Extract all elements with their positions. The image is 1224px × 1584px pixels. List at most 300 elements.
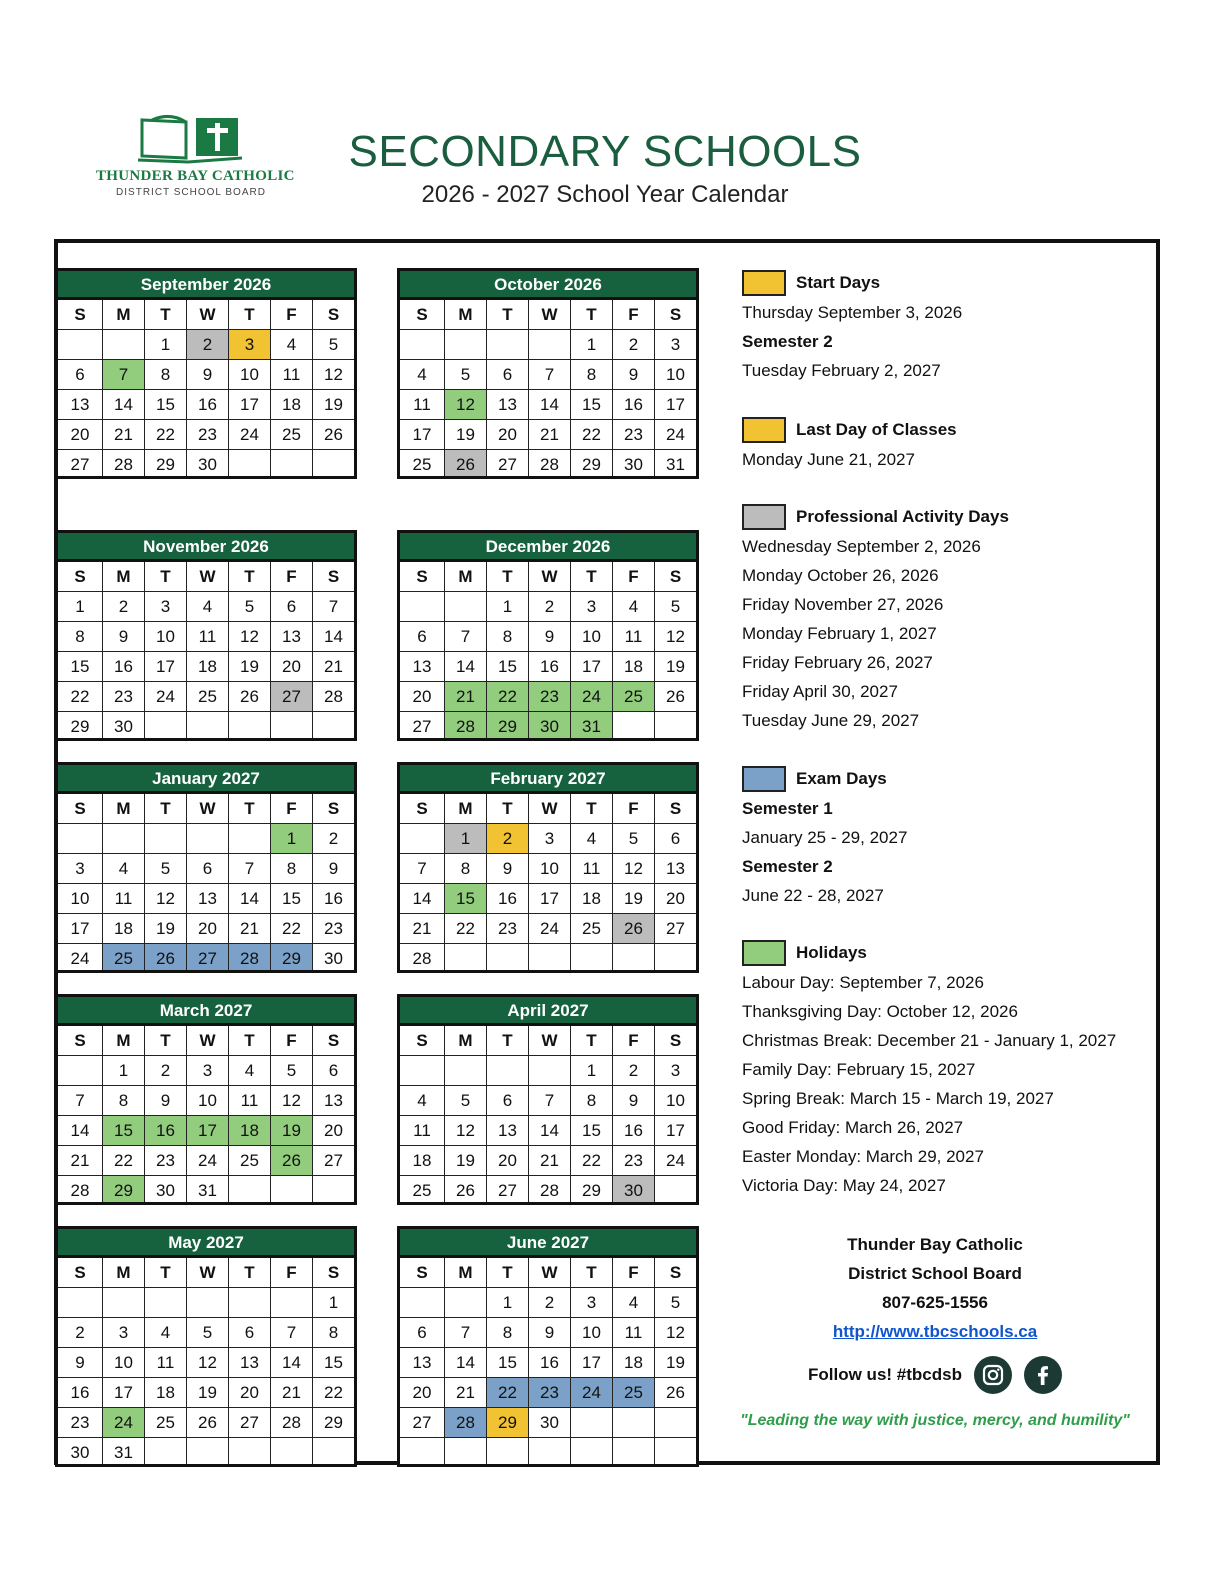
- week-row: [400, 359, 696, 389]
- week-row: [400, 681, 696, 711]
- empty-day-cell: [444, 1288, 486, 1317]
- day-cell: 29: [70, 717, 90, 736]
- day-cell: 13: [412, 1353, 432, 1372]
- empty-day-cell: [486, 1438, 528, 1464]
- day-cell: 24: [570, 1378, 612, 1407]
- day-cell: 16: [102, 652, 144, 681]
- week-row: [58, 711, 354, 738]
- day-cell: 13: [486, 1116, 528, 1145]
- day-cell: 26: [186, 1408, 228, 1437]
- weekday-label: S: [74, 799, 86, 818]
- day-cell: 18: [228, 1116, 270, 1145]
- day-cell: 5: [228, 592, 270, 621]
- day-cell: 7: [312, 592, 354, 621]
- day-cell: 6: [186, 854, 228, 883]
- day-cell: 9: [612, 1086, 654, 1115]
- empty-day-cell: [654, 1176, 696, 1202]
- board-name-line-1: Thunder Bay Catholic: [847, 1235, 1023, 1254]
- day-cell: 30: [312, 944, 354, 970]
- day-cell: 7: [102, 360, 144, 389]
- legend-line: Thursday September 3, 2026: [742, 303, 963, 322]
- day-cell: 29: [570, 1176, 612, 1202]
- week-row: [400, 711, 696, 738]
- week-row: [58, 1175, 354, 1202]
- week-row: [58, 943, 354, 970]
- empty-day-cell: [58, 1056, 102, 1085]
- week-row: [400, 1085, 696, 1115]
- day-cell: 5: [654, 1288, 696, 1317]
- day-cell: 29: [486, 1408, 528, 1437]
- weekday-label: S: [654, 562, 696, 591]
- day-cell: 28: [270, 1408, 312, 1437]
- day-cell: 15: [444, 884, 486, 913]
- day-cell: 3: [228, 330, 270, 359]
- weekday-label: M: [444, 300, 486, 329]
- week-row: [58, 389, 354, 419]
- day-cell: 4: [417, 1091, 427, 1110]
- week-row: [58, 1347, 354, 1377]
- day-cell: 10: [70, 889, 90, 908]
- month-calendar: [397, 1226, 699, 1467]
- day-cell: 4: [612, 1288, 654, 1317]
- day-cell: 15: [486, 1348, 528, 1377]
- day-cell: 4: [102, 854, 144, 883]
- day-cell: 15: [570, 390, 612, 419]
- weekday-label: T: [144, 794, 186, 823]
- month-title: October 2026: [400, 271, 696, 300]
- day-cell: 27: [486, 450, 528, 476]
- day-cell: 26: [444, 1176, 486, 1202]
- weekday-label: M: [444, 562, 486, 591]
- day-cell: 14: [412, 889, 432, 908]
- weekday-label: M: [102, 1258, 144, 1287]
- day-cell: 15: [144, 390, 186, 419]
- day-cell: 20: [412, 1383, 432, 1402]
- day-cell: 4: [228, 1056, 270, 1085]
- day-cell: 16: [528, 1348, 570, 1377]
- day-cell: 10: [102, 1348, 144, 1377]
- month-calendar: [397, 994, 699, 1205]
- day-cell: 14: [270, 1348, 312, 1377]
- weekday-label: T: [144, 562, 186, 591]
- day-cell: 30: [612, 450, 654, 476]
- empty-day-cell: [654, 1438, 696, 1464]
- day-cell: 7: [75, 1091, 85, 1110]
- day-cell: 11: [270, 360, 312, 389]
- day-cell: 23: [612, 420, 654, 449]
- day-cell: 11: [413, 1121, 431, 1140]
- day-cell: 14: [444, 652, 486, 681]
- day-cell: 12: [228, 622, 270, 651]
- day-cell: 24: [186, 1146, 228, 1175]
- week-row: [400, 943, 696, 970]
- legend-label: Holidays: [796, 943, 867, 962]
- day-cell: 31: [570, 712, 612, 738]
- day-cell: 16: [612, 390, 654, 419]
- weekday-label: W: [528, 1026, 570, 1055]
- empty-day-cell: [400, 824, 444, 853]
- day-cell: 19: [270, 1116, 312, 1145]
- empty-day-cell: [186, 824, 228, 853]
- weekday-label: T: [144, 1258, 186, 1287]
- day-cell: 22: [144, 420, 186, 449]
- legend-exam-days: [742, 764, 1162, 910]
- website-link[interactable]: http://www.tbcschools.ca: [832, 1322, 1038, 1341]
- day-cell: 16: [70, 1383, 90, 1402]
- month-title: December 2026: [400, 533, 696, 562]
- day-cell: 12: [654, 1318, 696, 1347]
- weekday-label: S: [654, 1258, 696, 1287]
- day-cell: 12: [270, 1086, 312, 1115]
- day-cell: 24: [528, 914, 570, 943]
- weekday-label: T: [228, 300, 270, 329]
- weekday-label: M: [444, 794, 486, 823]
- legend-label: Professional Activity Days: [796, 507, 1009, 526]
- day-cell: 10: [186, 1086, 228, 1115]
- legend-line: Friday November 27, 2026: [742, 595, 944, 614]
- legend-label: Last Day of Classes: [796, 420, 957, 439]
- day-cell: 6: [654, 824, 696, 853]
- legend-line: Wednesday September 2, 2026: [742, 537, 981, 556]
- day-cell: 26: [612, 914, 654, 943]
- empty-day-cell: [400, 1288, 444, 1317]
- legend-line: Friday April 30, 2027: [742, 682, 898, 701]
- empty-day-cell: [270, 1176, 312, 1202]
- day-cell: 2: [102, 592, 144, 621]
- weekday-header-row: [58, 562, 354, 591]
- day-cell: 8: [102, 1086, 144, 1115]
- week-row: [58, 1407, 354, 1437]
- day-cell: 19: [654, 1348, 696, 1377]
- week-row: [400, 651, 696, 681]
- day-cell: 9: [528, 622, 570, 651]
- week-row: [400, 823, 696, 853]
- empty-day-cell: [486, 1056, 528, 1085]
- day-cell: 9: [312, 854, 354, 883]
- day-cell: 13: [228, 1348, 270, 1377]
- day-cell: 27: [228, 1408, 270, 1437]
- day-cell: 5: [444, 1086, 486, 1115]
- day-cell: 25: [570, 914, 612, 943]
- page-title: SECONDARY SCHOOLS: [348, 127, 862, 176]
- month-title: September 2026: [58, 271, 354, 300]
- month-calendar: [55, 268, 357, 479]
- day-cell: 9: [102, 622, 144, 651]
- week-row: [400, 1145, 696, 1175]
- weekday-label: M: [102, 794, 144, 823]
- weekday-label: T: [144, 300, 186, 329]
- weekday-header-row: [58, 1258, 354, 1287]
- day-cell: 22: [486, 682, 528, 711]
- day-cell: 4: [144, 1318, 186, 1347]
- week-row: [58, 591, 354, 621]
- weekday-header-row: [58, 794, 354, 823]
- day-cell: 3: [654, 330, 696, 359]
- weekday-header-row: [400, 1258, 696, 1287]
- day-cell: 30: [612, 1176, 654, 1202]
- weekday-label: S: [416, 567, 428, 586]
- day-cell: 15: [312, 1348, 354, 1377]
- facebook-icon[interactable]: [1024, 1356, 1062, 1394]
- empty-day-cell: [186, 1288, 228, 1317]
- open-book-cross-icon: [136, 112, 246, 164]
- day-cell: 10: [528, 854, 570, 883]
- day-cell: 26: [444, 450, 486, 476]
- day-cell: 4: [417, 365, 427, 384]
- empty-day-cell: [228, 712, 270, 738]
- day-cell: 29: [102, 1176, 144, 1202]
- day-cell: 27: [186, 944, 228, 970]
- day-cell: 22: [312, 1378, 354, 1407]
- day-cell: 1: [486, 592, 528, 621]
- follow-text: Follow us! #tbcdsb: [808, 1365, 962, 1384]
- week-row: [400, 883, 696, 913]
- empty-day-cell: [570, 944, 612, 970]
- day-cell: 29: [486, 712, 528, 738]
- legend-start-days: [742, 268, 1162, 385]
- day-cell: 12: [444, 1116, 486, 1145]
- legend-line: Monday February 1, 2027: [742, 624, 937, 643]
- weekday-label: S: [74, 305, 86, 324]
- day-cell: 21: [444, 682, 486, 711]
- week-row: [400, 853, 696, 883]
- weekday-label: S: [312, 1258, 354, 1287]
- day-cell: 19: [612, 884, 654, 913]
- empty-day-cell: [400, 330, 444, 359]
- day-cell: 9: [612, 360, 654, 389]
- day-cell: 26: [312, 420, 354, 449]
- day-cell: 16: [144, 1116, 186, 1145]
- day-cell: 20: [312, 1116, 354, 1145]
- day-cell: 13: [186, 884, 228, 913]
- day-cell: 23: [144, 1146, 186, 1175]
- empty-day-cell: [444, 1438, 486, 1464]
- day-cell: 23: [528, 682, 570, 711]
- day-cell: 15: [270, 884, 312, 913]
- day-cell: 7: [444, 622, 486, 651]
- day-cell: 23: [528, 1378, 570, 1407]
- day-cell: 15: [102, 1116, 144, 1145]
- day-cell: 18: [612, 1348, 654, 1377]
- weekday-label: W: [186, 1026, 228, 1055]
- week-row: [400, 389, 696, 419]
- day-cell: 18: [570, 884, 612, 913]
- legend-line: Monday October 26, 2026: [742, 566, 939, 585]
- day-cell: 25: [228, 1146, 270, 1175]
- day-cell: 6: [417, 627, 427, 646]
- empty-day-cell: [444, 944, 486, 970]
- day-cell: 28: [312, 682, 354, 711]
- week-row: [400, 1115, 696, 1145]
- day-cell: 2: [528, 1288, 570, 1317]
- day-cell: 31: [186, 1176, 228, 1202]
- day-cell: 3: [570, 1288, 612, 1317]
- weekday-label: T: [228, 1258, 270, 1287]
- weekday-label: S: [416, 1263, 428, 1282]
- day-cell: 18: [412, 1151, 432, 1170]
- day-cell: 3: [528, 824, 570, 853]
- day-cell: 21: [70, 1151, 90, 1170]
- empty-day-cell: [270, 712, 312, 738]
- day-cell: 20: [70, 425, 90, 444]
- day-cell: 6: [486, 360, 528, 389]
- week-row: [58, 913, 354, 943]
- weekday-label: S: [654, 300, 696, 329]
- weekday-label: M: [444, 1258, 486, 1287]
- day-cell: 12: [312, 360, 354, 389]
- day-cell: 13: [270, 622, 312, 651]
- day-cell: 10: [228, 360, 270, 389]
- instagram-icon[interactable]: [974, 1356, 1012, 1394]
- weekday-label: W: [186, 1258, 228, 1287]
- day-cell: 28: [444, 712, 486, 738]
- empty-day-cell: [270, 450, 312, 476]
- empty-day-cell: [528, 330, 570, 359]
- day-cell: 25: [144, 1408, 186, 1437]
- day-cell: 27: [412, 717, 432, 736]
- day-cell: 14: [102, 390, 144, 419]
- empty-day-cell: [444, 330, 486, 359]
- weekday-label: T: [486, 1258, 528, 1287]
- start-days-swatch: [742, 270, 786, 296]
- day-cell: 8: [75, 627, 85, 646]
- week-row: [58, 329, 354, 359]
- day-cell: 26: [654, 1378, 696, 1407]
- day-cell: 29: [270, 944, 312, 970]
- empty-day-cell: [444, 1056, 486, 1085]
- day-cell: 1: [144, 330, 186, 359]
- week-row: [58, 1317, 354, 1347]
- month-calendar: [55, 762, 357, 973]
- day-cell: 8: [570, 1086, 612, 1115]
- day-cell: 3: [75, 859, 85, 878]
- day-cell: 19: [228, 652, 270, 681]
- day-cell: 22: [570, 1146, 612, 1175]
- day-cell: 24: [228, 420, 270, 449]
- day-cell: 14: [70, 1121, 90, 1140]
- day-cell: 17: [654, 390, 696, 419]
- empty-day-cell: [444, 592, 486, 621]
- day-cell: 3: [654, 1056, 696, 1085]
- empty-day-cell: [312, 1438, 354, 1464]
- weekday-label: T: [570, 1258, 612, 1287]
- week-row: [400, 591, 696, 621]
- legend-line: Tuesday June 29, 2027: [742, 711, 920, 730]
- day-cell: 5: [312, 330, 354, 359]
- day-cell: 8: [486, 1318, 528, 1347]
- week-row: [400, 1347, 696, 1377]
- empty-day-cell: [486, 330, 528, 359]
- last-day-swatch: [742, 417, 786, 443]
- day-cell: 29: [570, 450, 612, 476]
- day-cell: 8: [144, 360, 186, 389]
- day-cell: 15: [486, 652, 528, 681]
- day-cell: 27: [412, 1413, 432, 1432]
- month-calendar: [55, 530, 357, 741]
- weekday-label: F: [612, 300, 654, 329]
- weekday-header-row: [58, 1026, 354, 1055]
- day-cell: 14: [528, 1116, 570, 1145]
- legend-line: January 25 - 29, 2027: [742, 828, 908, 847]
- logo-line-1: THUNDER BAY CATHOLIC: [96, 168, 295, 184]
- month-title: January 2027: [58, 765, 354, 794]
- day-cell: 30: [528, 712, 570, 738]
- empty-day-cell: [612, 1408, 654, 1437]
- week-row: [400, 913, 696, 943]
- day-cell: 10: [654, 360, 696, 389]
- day-cell: 16: [612, 1116, 654, 1145]
- day-cell: 11: [612, 1318, 654, 1347]
- motto: "Leading the way with justice, mercy, and humility": [740, 1412, 1130, 1429]
- empty-day-cell: [570, 1408, 612, 1437]
- weekday-label: T: [570, 300, 612, 329]
- week-row: [58, 681, 354, 711]
- day-cell: 28: [102, 450, 144, 476]
- day-cell: 21: [270, 1378, 312, 1407]
- day-cell: 16: [312, 884, 354, 913]
- day-cell: 2: [144, 1056, 186, 1085]
- empty-day-cell: [102, 1288, 144, 1317]
- day-cell: 5: [444, 360, 486, 389]
- month-title: February 2027: [400, 765, 696, 794]
- legend-line: Spring Break: March 15 - March 19, 2027: [742, 1089, 1054, 1108]
- weekday-label: F: [270, 300, 312, 329]
- day-cell: 17: [528, 884, 570, 913]
- legend-line: Good Friday: March 26, 2027: [742, 1118, 964, 1137]
- day-cell: 2: [186, 330, 228, 359]
- day-cell: 28: [412, 949, 432, 968]
- empty-day-cell: [186, 712, 228, 738]
- weekday-label: T: [486, 300, 528, 329]
- day-cell: 2: [528, 592, 570, 621]
- day-cell: 24: [570, 682, 612, 711]
- week-row: [58, 1287, 354, 1317]
- day-cell: 11: [144, 1348, 186, 1377]
- day-cell: 5: [186, 1318, 228, 1347]
- week-row: [58, 883, 354, 913]
- day-cell: 4: [270, 330, 312, 359]
- week-row: [400, 419, 696, 449]
- empty-day-cell: [102, 330, 144, 359]
- day-cell: 18: [144, 1378, 186, 1407]
- day-cell: 31: [654, 450, 696, 476]
- day-cell: 2: [486, 824, 528, 853]
- contact-block: [720, 1230, 1150, 1430]
- week-row: [58, 1145, 354, 1175]
- day-cell: 19: [144, 914, 186, 943]
- day-cell: 25: [612, 1378, 654, 1407]
- month-calendar: [55, 994, 357, 1205]
- legend-line: Semester 2: [742, 857, 833, 876]
- week-row: [58, 621, 354, 651]
- day-cell: 21: [444, 1378, 486, 1407]
- empty-day-cell: [486, 944, 528, 970]
- empty-day-cell: [654, 944, 696, 970]
- legend-label: Exam Days: [796, 769, 887, 788]
- day-cell: 8: [570, 360, 612, 389]
- empty-day-cell: [58, 330, 102, 359]
- page-subtitle: 2026 - 2027 School Year Calendar: [421, 181, 789, 208]
- day-cell: 27: [654, 914, 696, 943]
- day-cell: 23: [312, 914, 354, 943]
- weekday-label: F: [612, 1258, 654, 1287]
- day-cell: 20: [186, 914, 228, 943]
- empty-day-cell: [270, 1438, 312, 1464]
- day-cell: 30: [528, 1408, 570, 1437]
- empty-day-cell: [144, 1288, 186, 1317]
- day-cell: 26: [144, 944, 186, 970]
- empty-day-cell: [528, 1056, 570, 1085]
